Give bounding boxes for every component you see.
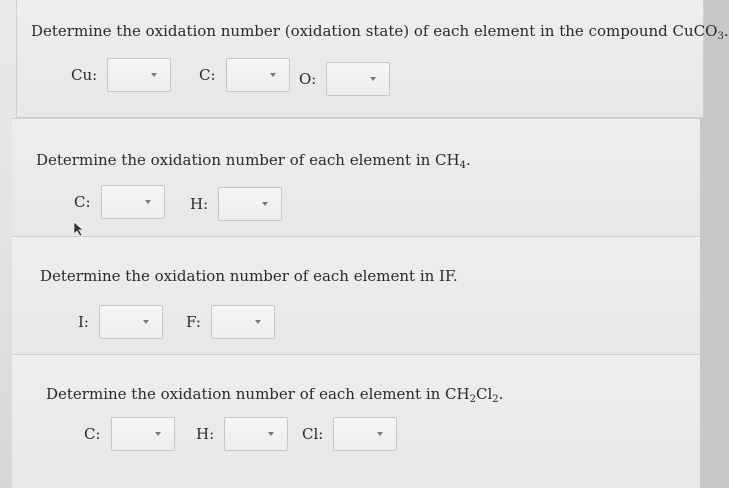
field-cl-ch2cl2	[302, 417, 397, 451]
field-label-h-ch4: H:	[190, 195, 209, 213]
field-label-cu: Cu:	[71, 66, 98, 84]
question-prompt-ch4: Determine the oxidation number of each element in $CH_4$.	[36, 151, 471, 171]
chevron-down-icon	[370, 77, 376, 81]
field-c-ch2cl2	[84, 417, 175, 451]
question-prompt-ch2cl2: Determine the oxidation number of each element in $CH_2Cl_2$.	[46, 385, 504, 405]
field-c	[199, 58, 290, 92]
chevron-down-icon	[268, 432, 274, 436]
chevron-down-icon	[151, 73, 157, 77]
mouse-pointer-icon	[72, 221, 86, 237]
chevron-down-icon	[145, 200, 151, 204]
field-c-ch4	[74, 185, 165, 219]
field-label-cl-ch2cl2: Cl:	[302, 425, 324, 443]
h-ch4-oxidation-select[interactable]	[218, 187, 282, 221]
field-i	[78, 305, 163, 339]
question-card-if	[12, 236, 700, 354]
c-oxidation-select[interactable]	[226, 58, 290, 92]
question-card-ch2cl2	[12, 354, 700, 488]
field-label-c-ch2cl2: C:	[84, 425, 101, 443]
field-label-i: I:	[78, 313, 89, 331]
field-h-ch2cl2	[196, 417, 288, 451]
i-oxidation-select[interactable]	[99, 305, 163, 339]
question-card-ch4	[12, 118, 700, 236]
field-label-o: O:	[299, 70, 317, 88]
chevron-down-icon	[255, 320, 261, 324]
h-ch2cl2-oxidation-select[interactable]	[224, 417, 288, 451]
chevron-down-icon	[155, 432, 161, 436]
f-oxidation-select[interactable]	[211, 305, 275, 339]
field-o	[299, 62, 390, 96]
field-label-h-ch2cl2: H:	[196, 425, 215, 443]
field-label-c: C:	[199, 66, 216, 84]
chevron-down-icon	[270, 73, 276, 77]
chevron-down-icon	[143, 320, 149, 324]
field-cu	[71, 58, 171, 92]
field-label-c-ch4: C:	[74, 193, 91, 211]
chevron-down-icon	[262, 202, 268, 206]
question-prompt-if: Determine the oxidation number of each element in IF.	[40, 267, 458, 285]
cl-ch2cl2-oxidation-select[interactable]	[333, 417, 397, 451]
o-oxidation-select[interactable]	[326, 62, 390, 96]
question-prompt-cuco3: Determine the oxidation number (oxidation state) of each element in the compound CuCO$_3$.	[31, 22, 729, 42]
chevron-down-icon	[377, 432, 383, 436]
field-h-ch4	[190, 187, 282, 221]
c-ch2cl2-oxidation-select[interactable]	[111, 417, 175, 451]
cu-oxidation-select[interactable]	[107, 58, 171, 92]
field-f	[186, 305, 275, 339]
question-card-cuco3	[16, 0, 729, 118]
field-label-f: F:	[186, 313, 201, 331]
c-ch4-oxidation-select[interactable]	[101, 185, 165, 219]
